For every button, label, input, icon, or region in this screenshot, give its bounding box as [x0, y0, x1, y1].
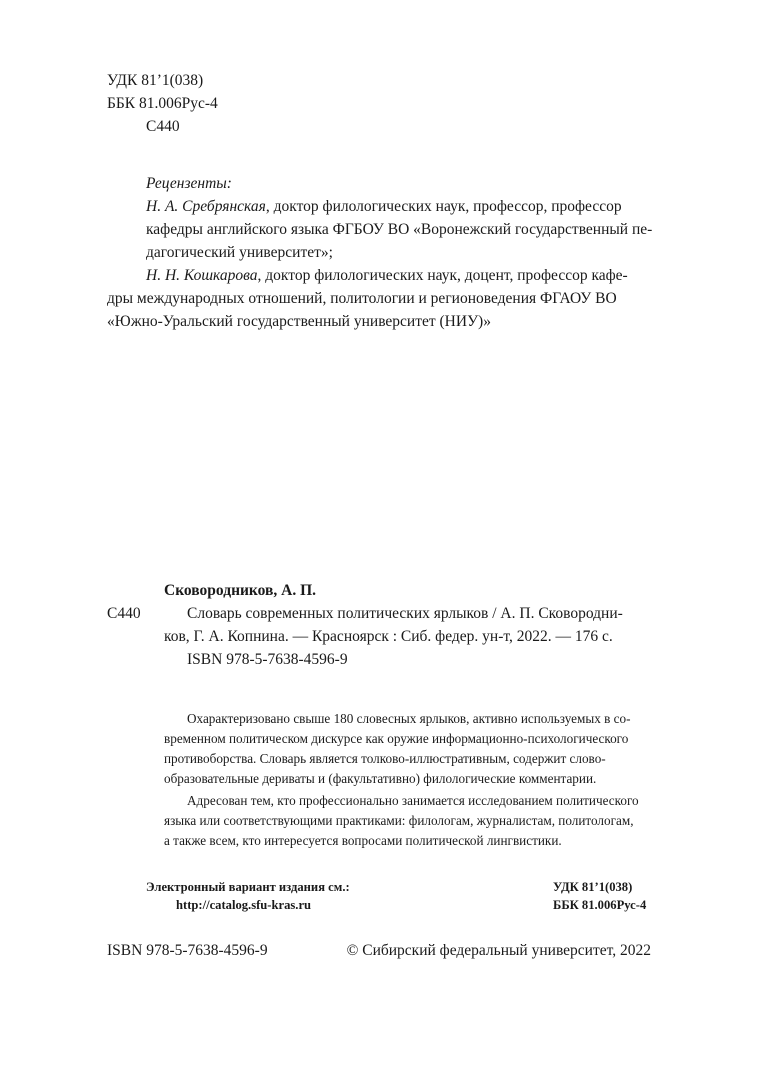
annotation-p1-line-3: противоборства. Словарь является толково-иллюстративным, содержит слово- [164, 751, 606, 766]
reviewer-1-line-2: кафедры английского языка ФГБОУ ВО «Воронежский государственный пе- [146, 221, 653, 238]
reviewer-2-name: Н. Н. Кошкарова [146, 267, 258, 284]
annotation-p2-line-2: языка или соответствующими практиками: филологам, журналистам, политологам, [164, 813, 634, 828]
annotation-p2-line-1: Адресован тем, кто профессионально занимается исследованием политического [187, 793, 639, 808]
reviewer-2-line-2: дры международных отношений, политологии и регионоведения ФГАОУ ВО [107, 290, 617, 307]
bib-author-heading: Сковородников, А. П. [164, 582, 317, 599]
reviewer-1-line-1 [146, 196, 622, 218]
author-mark: С440 [146, 118, 180, 135]
reviewer-1-name: Н. А. Сребрянская [146, 198, 266, 215]
reviewer-1-line-3: дагогический университет»; [146, 244, 333, 261]
bib-line-2: ков, Г. А. Копнина. — Красноярск : Сиб. федер. ун-т, 2022. — 176 с. [164, 628, 613, 645]
annotation-p1-line-4: образовательные дериваты и (факультативно) филологические комментарии. [164, 771, 597, 786]
electronic-version-label: Электронный вариант издания см.: [146, 880, 350, 894]
annotation-p2-line-3: а также всем, кто интересуется вопросами политической лингвистики. [164, 833, 562, 848]
reviewer-2-credentials: , доктор филологических наук, доцент, профессор кафе- [257, 267, 628, 284]
copyright-notice: © Сибирский федеральный университет, 2022 [346, 942, 651, 959]
reviewer-2-line-1 [146, 265, 628, 287]
footer-bbk-code: ББК 81.006Рус-4 [553, 898, 647, 912]
annotation-p1-line-1: Охарактеризовано свыше 180 словесных ярлыков, активно используемых в со- [187, 711, 631, 726]
bib-line-1: Словарь современных политических ярлыков / А. П. Сковородни- [187, 605, 623, 622]
bib-author-mark: С440 [107, 605, 141, 622]
bbk-code: ББК 81.006Рус-4 [107, 95, 218, 112]
reviewer-1-credentials: , доктор филологических наук, профессор, профессор [265, 198, 622, 215]
footer-udk-code: УДК 81’1(038) [553, 880, 633, 894]
electronic-version-url[interactable]: http://catalog.sfu-kras.ru [176, 898, 312, 912]
bib-isbn: ISBN 978-5-7638-4596-9 [187, 651, 348, 668]
reviewer-2-line-3: «Южно-Уральский государственный университет (НИУ)» [107, 313, 491, 330]
udk-code: УДК 81’1(038) [107, 72, 204, 89]
reviewers-heading: Рецензенты: [146, 175, 232, 192]
annotation-p1-line-2: временном политическом дискурсе как оружие информационно-психологического [164, 731, 629, 746]
footer-isbn: ISBN 978-5-7638-4596-9 [107, 942, 268, 959]
